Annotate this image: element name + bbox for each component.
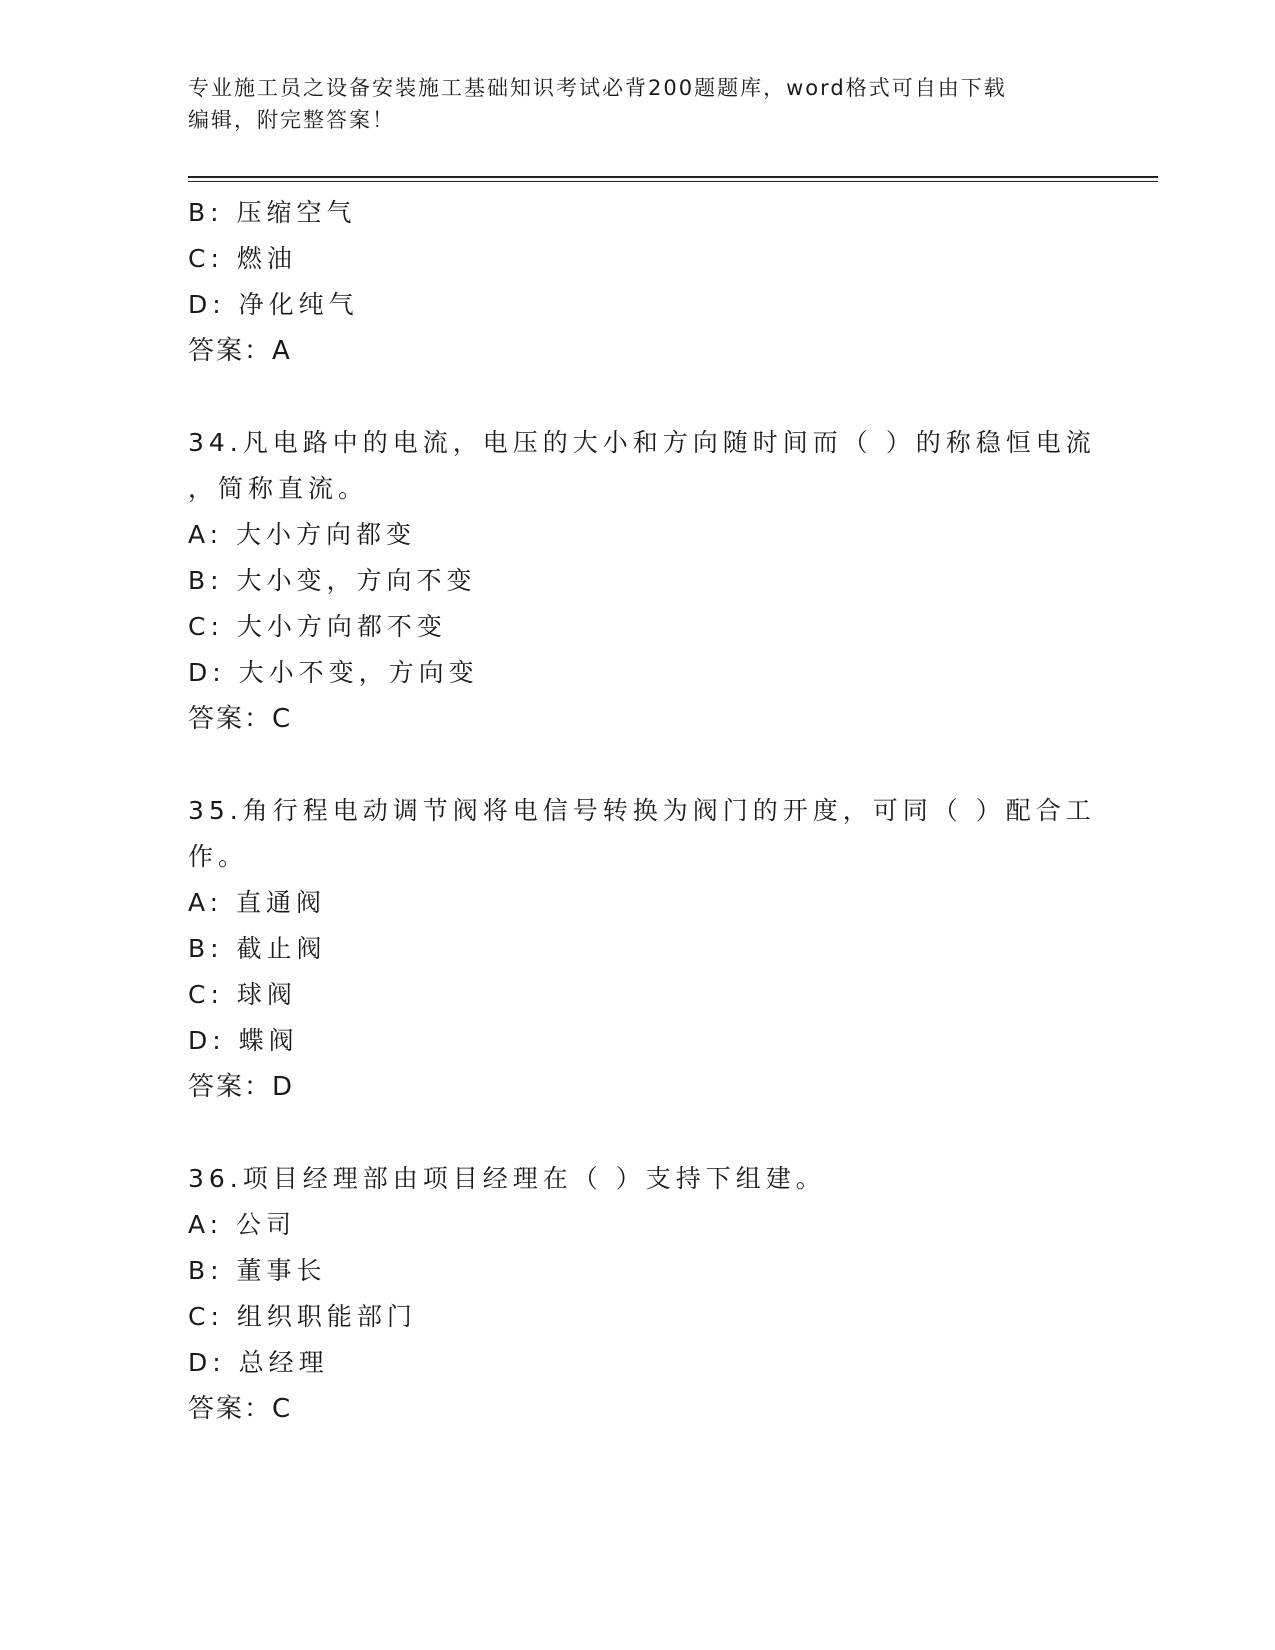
option-b: B: 大小变，方向不变	[188, 566, 477, 595]
question-spacer	[188, 742, 1068, 788]
option-a: A: 大小方向都变	[188, 520, 417, 549]
option-d: D: 净化纯气	[188, 290, 359, 319]
answer: 答案：D	[188, 1072, 295, 1102]
option-d: D: 总经理	[188, 1348, 329, 1377]
option-c: C: 球阀	[188, 980, 297, 1009]
option-b: B: 压缩空气	[188, 198, 357, 227]
question-34	[188, 420, 1096, 742]
question-list	[188, 190, 1096, 1432]
header-line-2: 编辑，附完整答案！	[188, 108, 395, 132]
header-divider-thick	[188, 176, 1158, 178]
option-c: C: 组织职能部门	[188, 1302, 417, 1331]
question-text-line-1: 34.凡电路中的电流，电压的大小和方向随时间而（ ）的称稳恒电流	[188, 428, 1096, 457]
header-line-1: 专业施工员之设备安装施工基础知识考试必背200题题库，word格式可自由下载	[188, 76, 1007, 100]
option-b: B: 截止阀	[188, 934, 327, 963]
answer: 答案：C	[188, 1394, 293, 1424]
option-a: A: 公司	[188, 1210, 297, 1239]
question-text-line-1: 35.角行程电动调节阀将电信号转换为阀门的开度，可同（ ）配合工	[188, 796, 1096, 825]
question-33-tail	[188, 190, 1068, 374]
answer: 答案：A	[188, 336, 292, 366]
option-c: C: 大小方向都不变	[188, 612, 447, 641]
document-header	[188, 72, 1088, 136]
option-d: D: 蝶阀	[188, 1026, 299, 1055]
question-text-line-2: ，简称直流。	[188, 474, 369, 503]
header-divider-thin	[188, 181, 1158, 182]
option-c: C: 燃油	[188, 244, 297, 273]
option-a: A: 直通阀	[188, 888, 327, 917]
question-spacer	[188, 374, 1068, 420]
question-35	[188, 788, 1096, 1110]
question-spacer	[188, 1110, 1068, 1156]
answer: 答案：C	[188, 704, 293, 734]
option-b: B: 董事长	[188, 1256, 327, 1285]
option-d: D: 大小不变，方向变	[188, 658, 479, 687]
question-36	[188, 1156, 1068, 1432]
question-text-line-1: 36.项目经理部由项目经理在（ ）支持下组建。	[188, 1164, 826, 1193]
question-text-line-2: 作。	[188, 842, 249, 871]
